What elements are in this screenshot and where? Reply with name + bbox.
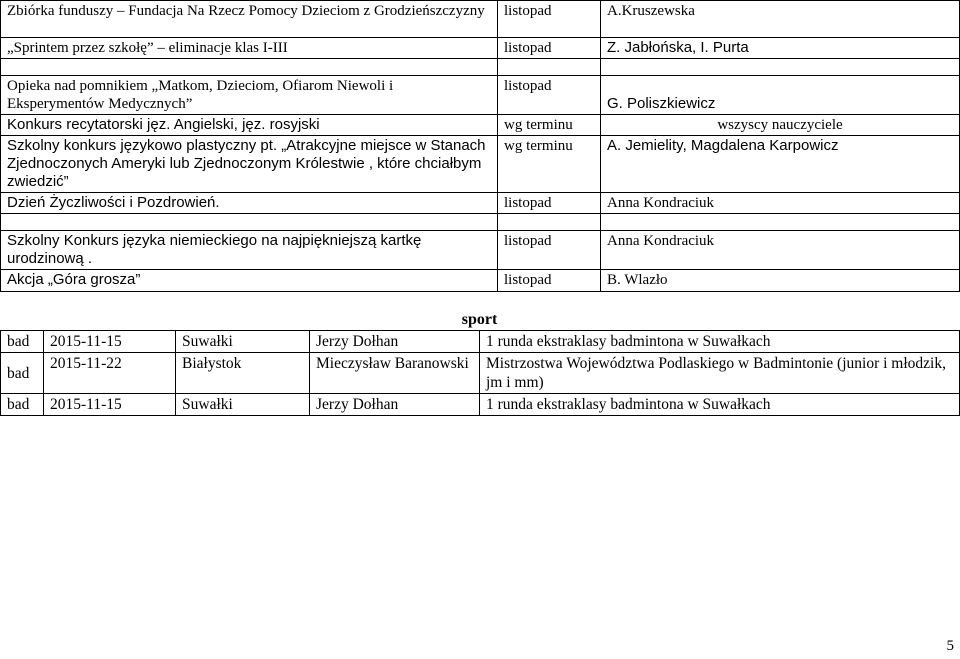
- sport-city: Suwałki: [176, 331, 310, 353]
- sport-tag: bad: [1, 394, 44, 416]
- event-name: Dzień Życzliwości i Pozdrowień.: [1, 193, 498, 214]
- table-row: [1, 76, 960, 115]
- sport-table: [0, 330, 960, 416]
- event-month: listopad: [498, 76, 601, 115]
- sport-event: Mistrzostwa Województwa Podlaskiego w Badmintonie (junior i młodzik, jm i mm): [480, 353, 960, 394]
- table-row: [1, 270, 960, 292]
- table-row: [1, 231, 960, 270]
- event-person: A.Kruszewska: [601, 1, 960, 38]
- event-person: B. Wlazło: [601, 270, 960, 292]
- table-row: [1, 59, 960, 76]
- table-row: [1, 38, 960, 59]
- event-name: „Sprintem przez szkołę” – eliminacje klas I-III: [1, 38, 498, 59]
- event-month: listopad: [498, 231, 601, 270]
- event-person: Z. Jabłońska, I. Purta: [601, 38, 960, 59]
- table-row: [1, 136, 960, 193]
- sport-tag: bad: [1, 331, 44, 353]
- table-row: [1, 394, 960, 416]
- sport-city: Suwałki: [176, 394, 310, 416]
- event-month: wg terminu: [498, 136, 601, 193]
- event-name: Zbiórka funduszy – Fundacja Na Rzecz Pomocy Dzieciom z Grodzieńszczyzny: [1, 1, 498, 38]
- events-table: [0, 0, 960, 292]
- sport-tag: bad: [1, 353, 44, 394]
- sport-city: Białystok: [176, 353, 310, 394]
- event-name: Szkolny konkurs językowo plastyczny pt. „Atrakcyjne miejsce w Stanach Zjednoczonych Ameryki lub Zjednoczonym Królestwie , które chciałbym zwiedzić”: [1, 136, 498, 193]
- sport-date: 2015-11-15: [44, 394, 176, 416]
- event-month: wg terminu: [498, 115, 601, 136]
- event-month: listopad: [498, 1, 601, 38]
- event-month: listopad: [498, 38, 601, 59]
- table-row: [1, 193, 960, 214]
- event-person: A. Jemielity, Magdalena Karpowicz: [601, 136, 960, 193]
- event-name: Akcja „Góra grosza”: [1, 270, 498, 292]
- sport-date: 2015-11-22: [44, 353, 176, 394]
- event-month: listopad: [498, 270, 601, 292]
- event-name: Konkurs recytatorski jęz. Angielski, jęz. rosyjski: [1, 115, 498, 136]
- event-month: listopad: [498, 193, 601, 214]
- event-name: Opieka nad pomnikiem „Matkom, Dzieciom, Ofiarom Niewoli i Eksperymentów Medycznych”: [1, 76, 498, 115]
- event-person: Anna Kondraciuk: [601, 231, 960, 270]
- event-name: Szkolny Konkurs języka niemieckiego na najpiękniejszą kartkę urodzinową .: [1, 231, 498, 270]
- event-person: Anna Kondraciuk: [601, 193, 960, 214]
- event-person: wszyscy nauczyciele: [601, 115, 960, 136]
- event-person: G. Poliszkiewicz: [601, 76, 960, 115]
- page-number: 5: [946, 638, 954, 654]
- table-row: [1, 214, 960, 231]
- sport-section-title: sport: [461, 311, 498, 328]
- sport-date: 2015-11-15: [44, 331, 176, 353]
- sport-person: Jerzy Dołhan: [310, 331, 480, 353]
- sport-person: Jerzy Dołhan: [310, 394, 480, 416]
- table-row: [1, 331, 960, 353]
- table-row: [1, 1, 960, 38]
- sport-person: Mieczysław Baranowski: [310, 353, 480, 394]
- table-row: [1, 115, 960, 136]
- sport-event: 1 runda ekstraklasy badmintona w Suwałkach: [480, 331, 960, 353]
- sport-event: 1 runda ekstraklasy badmintona w Suwałkach: [480, 394, 960, 416]
- table-row: [1, 353, 960, 394]
